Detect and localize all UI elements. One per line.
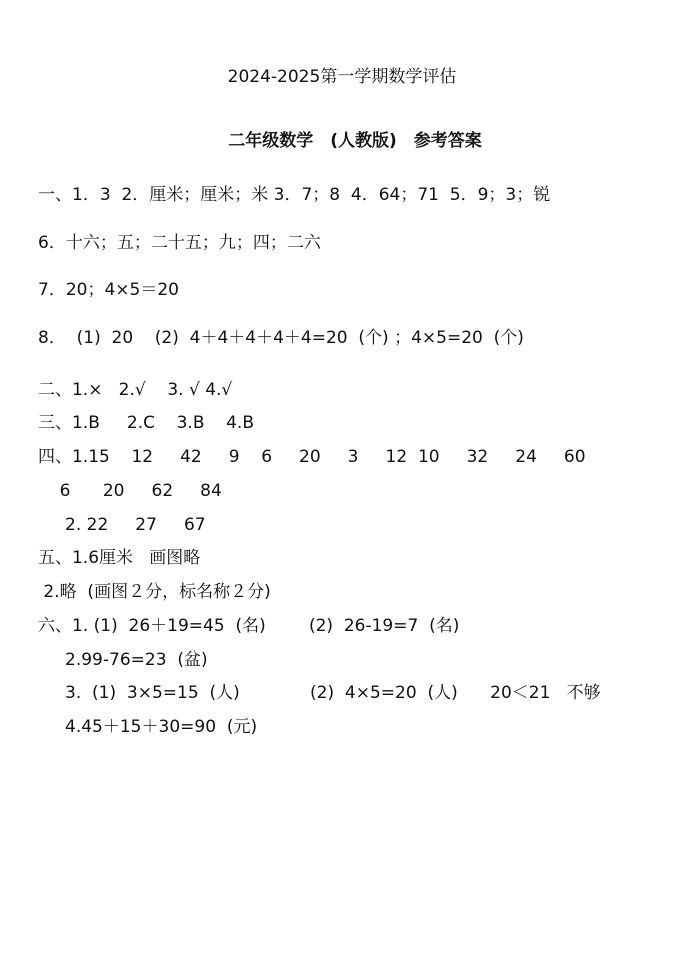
answer-line-section-5: 五、1.6厘米 画图略 xyxy=(38,548,201,568)
document-title: 2024-2025第一学期数学评估 xyxy=(227,67,457,87)
answer-line-section-6-q4: 4.45＋15＋30=90 (元) xyxy=(38,717,258,737)
answer-line-section-4: 四、1.15 12 42 9 6 20 3 12 10 32 24 60 xyxy=(38,447,586,467)
answer-line-section-4-cont: 6 20 62 84 xyxy=(38,481,222,501)
answer-line-section-1: 一、1．3 2．厘米；厘米；米 3．7；8 4．64；71 5．9；3；锐 xyxy=(38,185,551,205)
answer-line-section-3: 三、1.B 2.C 3.B 4.B xyxy=(38,413,254,433)
document-subtitle: 二年级数学 (人教版) 参考答案 xyxy=(228,131,482,151)
answer-line-section-2: 二、1.× 2.√ 3. √ 4.√ xyxy=(38,380,233,400)
answer-line-section-6: 六、1. (1) 26＋19=45 (名) (2) 26-19=7 (名) xyxy=(38,616,460,636)
answer-line-section-6-q2: 2.99-76=23 (盆) xyxy=(38,650,208,670)
answer-line-section-6-q3: 3. (1) 3×5=15 (人) (2) 4×5=20 (人) 20＜21 不够 xyxy=(38,683,601,703)
answer-line-q6: 6．十六；五；二十五；九；四；二六 xyxy=(38,233,321,253)
answer-line-q7: 7．20；4×5＝20 xyxy=(38,280,179,300)
answer-line-section-4-q2: 2. 22 27 67 xyxy=(38,515,206,535)
answer-line-section-5-q2: 2.略 (画图２分，标名称２分) xyxy=(38,582,271,602)
answer-line-q8: 8． (1) 20 (2) 4＋4＋4＋4＋4=20 (个) ；4×5=20 (个) xyxy=(38,328,524,348)
